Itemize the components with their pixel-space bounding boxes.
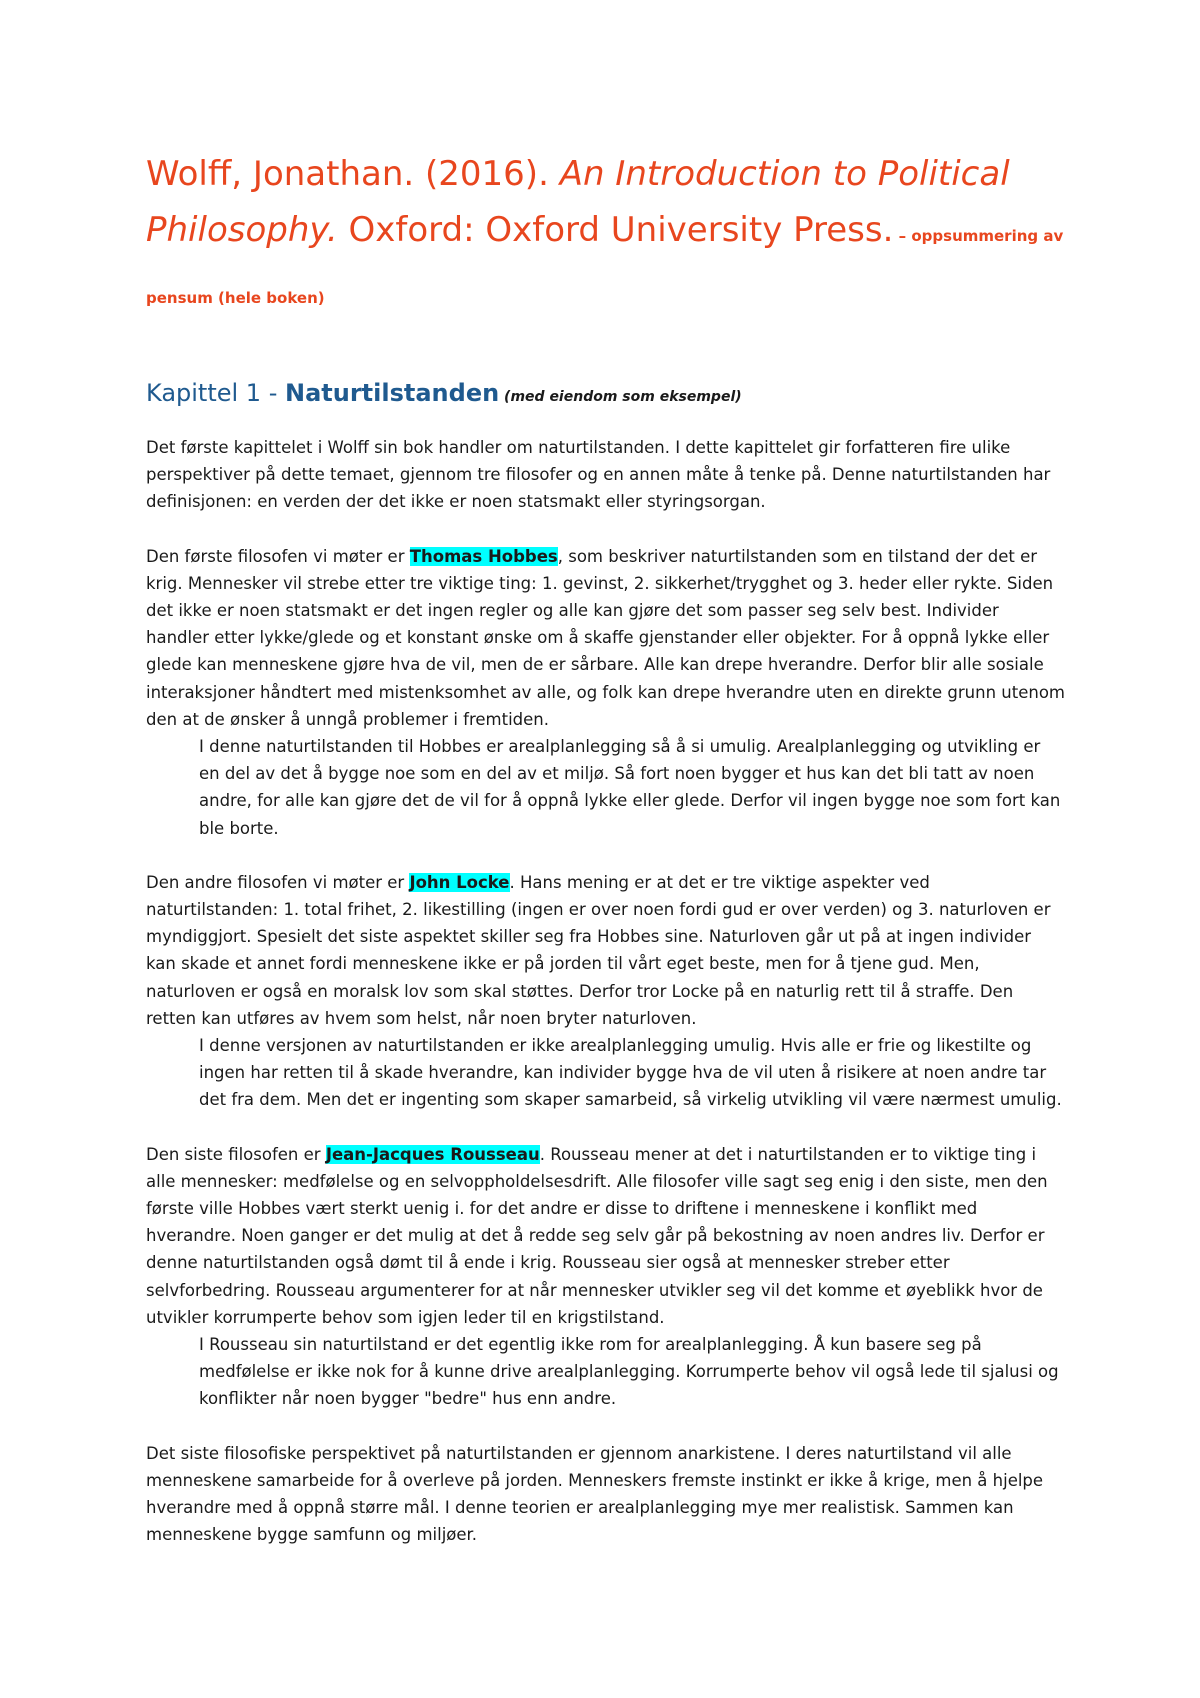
title-suffix: – oppsummering av pensum (hele boken) bbox=[146, 227, 1064, 307]
title-book: An Introduction to Political Philosophy. bbox=[146, 154, 1010, 250]
rousseau-name-highlight: Jean-Jacques Rousseau bbox=[325, 1144, 540, 1164]
rousseau-post: . Rousseau mener at det i naturtilstanden er to viktige ting i alle mennesker: medfølelse og en selvoppholdelsesdrift. Alle filosofer ville sagt seg enig i den siste, men den første ville Hobbes vært sterkt uenig i. for det andre er disse to driftene i menneskene i konflikt med hverandre. Noen ganger er det mulig at det å redde seg selv går på bekostning av noen andres liv. Derfor er denne naturtilstanden også dømt til å ende i krig. Rousseau sier også at mennesker streber etter selvforbedring. Rousseau argumenterer for at når mennesker utvikler seg vil det komme et øyeblikk hvor de utvikler korrumperte behov som igjen leder til en krigstilstand. bbox=[146, 1144, 1048, 1327]
locke-indent-paragraph: I denne versjonen av naturtilstanden er ikke arealplanlegging umulig. Hvis alle er frie og likestilte og ingen har retten til å skade hverandre, kan individer bygge hva de vil uten å risikere at noen andre tar det fra dem. Men det er ingenting som skaper samarbeid, så virkelig utvikling vil være nærmest umulig. bbox=[199, 1035, 1062, 1110]
rousseau-pre: Den siste filosofen er bbox=[146, 1144, 326, 1164]
hobbes-pre: Den første filosofen vi møter er bbox=[146, 546, 410, 566]
chapter-number: Kapittel 1 - bbox=[146, 379, 285, 407]
hobbes-name-highlight: Thomas Hobbes bbox=[409, 546, 558, 566]
chapter-heading bbox=[146, 376, 1066, 414]
rousseau-indent-paragraph: I Rousseau sin naturtilstand er det egentlig ikke rom for arealplanlegging. Å kun basere seg på medfølelse er ikke nok for å kunne drive arealplanlegging. Korrumperte behov vil også lede til sjalusi og konflikter når noen bygger "bedre" hus enn andre. bbox=[199, 1335, 1059, 1409]
document-content bbox=[146, 146, 1066, 1548]
locke-pre: Den andre filosofen vi møter er bbox=[146, 872, 410, 892]
title-authors: Wolff, Jonathan. (2016). bbox=[146, 154, 560, 194]
rousseau-paragraph bbox=[146, 1141, 1066, 1331]
locke-paragraph bbox=[146, 869, 1066, 1032]
hobbes-indent-paragraph: I denne naturtilstanden til Hobbes er arealplanlegging så å si umulig. Arealplanlegging og utvikling er en del av det å bygge noe som en del av et miljø. Så fort noen bygger et hus kan det bli tatt av noen andre, for alle kan gjøre det de vil for å oppnå lykke eller glede. Derfor vil ingen bygge noe som fort kan ble borte. bbox=[199, 736, 1061, 838]
intro-paragraph: Det første kapittelet i Wolff sin bok handler om naturtilstanden. I dette kapittelet gir forfatteren fire ulike perspektiver på dette temaet, gjennom tre filosofer og en annen måte å tenke på. Denne naturtilstanden har definisjonen: en verden der det ikke er noen statsmakt eller styringsorgan. bbox=[146, 437, 1051, 512]
title-publisher: Oxford: Oxford University Press. bbox=[337, 210, 894, 250]
document-title bbox=[146, 146, 1066, 326]
chapter-note: (med eiendom som eksempel) bbox=[499, 389, 742, 405]
anarchists-paragraph: Det siste filosofiske perspektivet på naturtilstanden er gjennom anarkistene. I deres naturtilstand vil alle menneskene samarbeide for å overleve på jorden. Menneskers fremste instinkt er ikke å krige, men å hjelpe hverandre med å oppnå større mål. I denne teorien er arealplanlegging mye mer realistisk. Sammen kan menneskene bygge samfunn og miljøer. bbox=[146, 1443, 1044, 1545]
locke-post: . Hans mening er at det er tre viktige aspekter ved naturtilstanden: 1. total frihet, 2. likestilling (ingen er over noen fordi gud er over verden) og 3. naturloven er myndiggjort. Spesielt det siste aspektet skiller seg fra Hobbes sine. Naturloven går ut på at ingen individer kan skade et annet fordi menneskene ikke er på jorden til vårt eget beste, men for å tjene gud. Men, naturloven er også en moralsk lov som skal støttes. Derfor tror Locke på en naturlig rett til å straffe. Den retten kan utføres av hvem som helst, når noen bryter naturloven. bbox=[146, 872, 1051, 1028]
hobbes-paragraph bbox=[146, 543, 1066, 733]
hobbes-post: , som beskriver naturtilstanden som en tilstand der det er krig. Mennesker vil strebe etter tre viktige ting: 1. gevinst, 2. sikkerhet/trygghet og 3. heder eller rykte. Siden det ikke er noen statsmakt er det ingen regler og alle kan gjøre det som passer seg selv best. Individer handler etter lykke/glede og et konstant ønske om å skaffe gjenstander eller objekter. For å oppnå lykke eller glede kan menneskene gjøre hva de vil, men de er sårbare. Alle kan drepe hverandre. Derfor blir alle sosiale interaksjoner håndtert med mistenksomhet av alle, og folk kan drepe hverandre uten en direkte grunn utenom den at de ønsker å unngå problemer i fremtiden. bbox=[146, 546, 1065, 729]
chapter-title: Naturtilstanden bbox=[285, 379, 500, 407]
locke-name-highlight: John Locke bbox=[409, 872, 510, 892]
